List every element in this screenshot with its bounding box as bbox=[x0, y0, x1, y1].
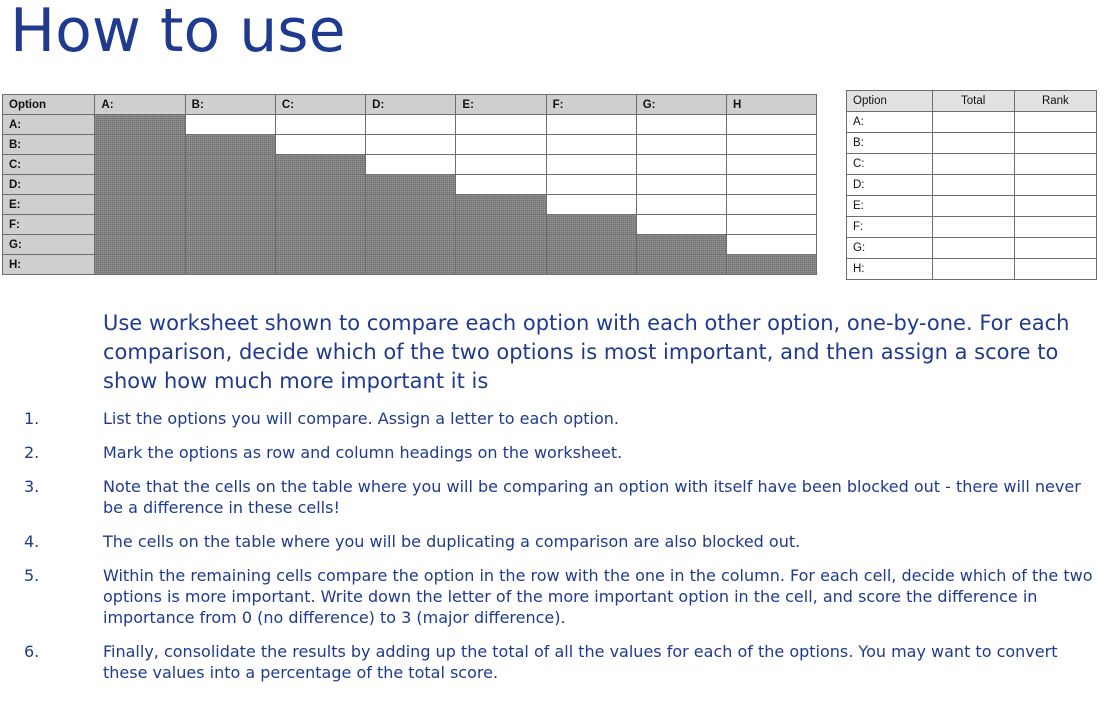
blocked-cell bbox=[546, 255, 636, 275]
totals-column-header: Total bbox=[932, 91, 1014, 112]
matrix-corner-header: Option bbox=[3, 95, 95, 115]
blocked-cell bbox=[456, 235, 546, 255]
blocked-cell bbox=[727, 255, 817, 275]
totals-row-label: A: bbox=[847, 112, 933, 133]
blocked-cell bbox=[95, 155, 185, 175]
comparison-cell[interactable] bbox=[546, 175, 636, 195]
total-cell[interactable] bbox=[932, 154, 1014, 175]
blocked-cell bbox=[366, 235, 456, 255]
comparison-cell[interactable] bbox=[546, 115, 636, 135]
comparison-cell[interactable] bbox=[727, 155, 817, 175]
blocked-cell bbox=[95, 135, 185, 155]
matrix-column-header: C: bbox=[275, 95, 365, 115]
blocked-cell bbox=[456, 215, 546, 235]
comparison-cell[interactable] bbox=[275, 115, 365, 135]
matrix-column-header: E: bbox=[456, 95, 546, 115]
comparison-cell[interactable] bbox=[727, 175, 817, 195]
intro-text: Use worksheet shown to compare each option with each other option, one-by-one. For each comparison, decide which of the two options is most important, and then assign a score to show how much more important it is bbox=[103, 311, 1070, 393]
comparison-cell[interactable] bbox=[727, 235, 817, 255]
comparison-cell[interactable] bbox=[456, 155, 546, 175]
comparison-cell[interactable] bbox=[636, 115, 726, 135]
totals-row-label: E: bbox=[847, 196, 933, 217]
total-cell[interactable] bbox=[932, 175, 1014, 196]
blocked-cell bbox=[275, 175, 365, 195]
comparison-cell[interactable] bbox=[727, 195, 817, 215]
totals-row-label: C: bbox=[847, 154, 933, 175]
blocked-cell bbox=[636, 255, 726, 275]
comparison-cell[interactable] bbox=[546, 195, 636, 215]
matrix-row-header: H: bbox=[3, 255, 95, 275]
totals-header-row bbox=[847, 91, 1097, 112]
matrix-row bbox=[3, 215, 817, 235]
blocked-cell bbox=[185, 255, 275, 275]
blocked-cell bbox=[366, 215, 456, 235]
matrix-column-header: G: bbox=[636, 95, 726, 115]
total-cell[interactable] bbox=[932, 196, 1014, 217]
step-text: Finally, consolidate the results by adding up the total of all the values for each of the options. You may want to convert these values into a percentage of the total score. bbox=[103, 642, 1058, 682]
rank-cell[interactable] bbox=[1014, 217, 1096, 238]
rank-cell[interactable] bbox=[1014, 238, 1096, 259]
blocked-cell bbox=[546, 235, 636, 255]
blocked-cell bbox=[546, 215, 636, 235]
paired-comparison-matrix bbox=[2, 94, 817, 275]
blocked-cell bbox=[95, 215, 185, 235]
step-text: List the options you will compare. Assign a letter to each option. bbox=[103, 409, 619, 428]
step-item bbox=[0, 408, 1113, 429]
comparison-cell[interactable] bbox=[727, 135, 817, 155]
matrix-column-header: A: bbox=[95, 95, 185, 115]
blocked-cell bbox=[185, 175, 275, 195]
rank-cell[interactable] bbox=[1014, 196, 1096, 217]
comparison-cell[interactable] bbox=[366, 155, 456, 175]
total-cell[interactable] bbox=[932, 259, 1014, 280]
totals-row-label: G: bbox=[847, 238, 933, 259]
matrix-column-header: H bbox=[727, 95, 817, 115]
step-text: Mark the options as row and column headings on the worksheet. bbox=[103, 443, 623, 462]
comparison-cell[interactable] bbox=[546, 155, 636, 175]
blocked-cell bbox=[275, 255, 365, 275]
instruction-steps bbox=[0, 408, 1113, 696]
matrix-row bbox=[3, 255, 817, 275]
totals-row bbox=[847, 259, 1097, 280]
blocked-cell bbox=[366, 195, 456, 215]
step-item bbox=[0, 565, 1113, 628]
blocked-cell bbox=[95, 115, 185, 135]
matrix-row bbox=[3, 175, 817, 195]
blocked-cell bbox=[95, 175, 185, 195]
comparison-cell[interactable] bbox=[636, 195, 726, 215]
blocked-cell bbox=[185, 235, 275, 255]
matrix-row-header: A: bbox=[3, 115, 95, 135]
rank-cell[interactable] bbox=[1014, 112, 1096, 133]
comparison-cell[interactable] bbox=[185, 115, 275, 135]
step-item bbox=[0, 476, 1113, 518]
matrix-row bbox=[3, 235, 817, 255]
comparison-cell[interactable] bbox=[456, 135, 546, 155]
step-number: 1. bbox=[24, 409, 40, 428]
totals-row bbox=[847, 112, 1097, 133]
step-number: 4. bbox=[24, 532, 40, 551]
totals-row bbox=[847, 217, 1097, 238]
blocked-cell bbox=[456, 195, 546, 215]
totals-row bbox=[847, 133, 1097, 154]
comparison-cell[interactable] bbox=[636, 155, 726, 175]
comparison-cell[interactable] bbox=[366, 115, 456, 135]
matrix-row bbox=[3, 195, 817, 215]
blocked-cell bbox=[275, 215, 365, 235]
step-text: Within the remaining cells compare the option in the row with the one in the column. For each cell, decide which of the two options is more important. Write down the letter of the more important option in the cell, and score the difference in importance from 0 (no difference) to 3 (major difference). bbox=[103, 566, 1093, 627]
blocked-cell bbox=[95, 235, 185, 255]
matrix-header-row bbox=[3, 95, 817, 115]
matrix-column-header: B: bbox=[185, 95, 275, 115]
totals-row-label: B: bbox=[847, 133, 933, 154]
step-number: 5. bbox=[24, 566, 40, 585]
comparison-cell[interactable] bbox=[275, 135, 365, 155]
totals-row-label: D: bbox=[847, 175, 933, 196]
blocked-cell bbox=[275, 235, 365, 255]
rank-cell[interactable] bbox=[1014, 154, 1096, 175]
matrix-row-header: F: bbox=[3, 215, 95, 235]
totals-row bbox=[847, 175, 1097, 196]
comparison-cell[interactable] bbox=[456, 115, 546, 135]
matrix-column-header: F: bbox=[546, 95, 636, 115]
step-text: Note that the cells on the table where you will be comparing an option with itself have been blocked out - there will never be a difference in these cells! bbox=[103, 477, 1081, 517]
blocked-cell bbox=[185, 155, 275, 175]
totals-row bbox=[847, 238, 1097, 259]
comparison-cell[interactable] bbox=[366, 135, 456, 155]
matrix-row bbox=[3, 155, 817, 175]
comparison-cell[interactable] bbox=[636, 215, 726, 235]
rank-cell[interactable] bbox=[1014, 175, 1096, 196]
step-number: 6. bbox=[24, 642, 40, 661]
totals-row-label: F: bbox=[847, 217, 933, 238]
totals-row-label: H: bbox=[847, 259, 933, 280]
comparison-cell[interactable] bbox=[456, 175, 546, 195]
totals-row bbox=[847, 196, 1097, 217]
blocked-cell bbox=[456, 255, 546, 275]
comparison-cell[interactable] bbox=[546, 135, 636, 155]
matrix-row bbox=[3, 135, 817, 155]
step-number: 3. bbox=[24, 477, 40, 496]
comparison-cell[interactable] bbox=[727, 115, 817, 135]
total-cell[interactable] bbox=[932, 238, 1014, 259]
blocked-cell bbox=[366, 255, 456, 275]
totals-row bbox=[847, 154, 1097, 175]
comparison-cell[interactable] bbox=[727, 215, 817, 235]
total-cell[interactable] bbox=[932, 217, 1014, 238]
blocked-cell bbox=[185, 195, 275, 215]
blocked-cell bbox=[275, 155, 365, 175]
page-title: How to use bbox=[10, 0, 346, 66]
matrix-row-header: C: bbox=[3, 155, 95, 175]
total-cell[interactable] bbox=[932, 112, 1014, 133]
blocked-cell bbox=[185, 135, 275, 155]
matrix-column-header: D: bbox=[366, 95, 456, 115]
blocked-cell bbox=[275, 195, 365, 215]
blocked-cell bbox=[95, 255, 185, 275]
matrix-row-header: D: bbox=[3, 175, 95, 195]
totals-column-header: Rank bbox=[1014, 91, 1096, 112]
matrix-row-header: B: bbox=[3, 135, 95, 155]
step-item bbox=[0, 641, 1113, 683]
total-cell[interactable] bbox=[932, 133, 1014, 154]
step-item bbox=[0, 531, 1113, 552]
totals-column-header: Option bbox=[847, 91, 933, 112]
step-number: 2. bbox=[24, 443, 40, 462]
blocked-cell bbox=[185, 215, 275, 235]
comparison-cell[interactable] bbox=[636, 175, 726, 195]
totals-table bbox=[846, 90, 1097, 280]
matrix-row-header: E: bbox=[3, 195, 95, 215]
rank-cell[interactable] bbox=[1014, 259, 1096, 280]
blocked-cell bbox=[366, 175, 456, 195]
comparison-cell[interactable] bbox=[636, 135, 726, 155]
rank-cell[interactable] bbox=[1014, 133, 1096, 154]
matrix-row bbox=[3, 115, 817, 135]
step-item bbox=[0, 442, 1113, 463]
matrix-row-header: G: bbox=[3, 235, 95, 255]
blocked-cell bbox=[636, 235, 726, 255]
step-text: The cells on the table where you will be duplicating a comparison are also blocked out. bbox=[103, 532, 801, 551]
blocked-cell bbox=[95, 195, 185, 215]
